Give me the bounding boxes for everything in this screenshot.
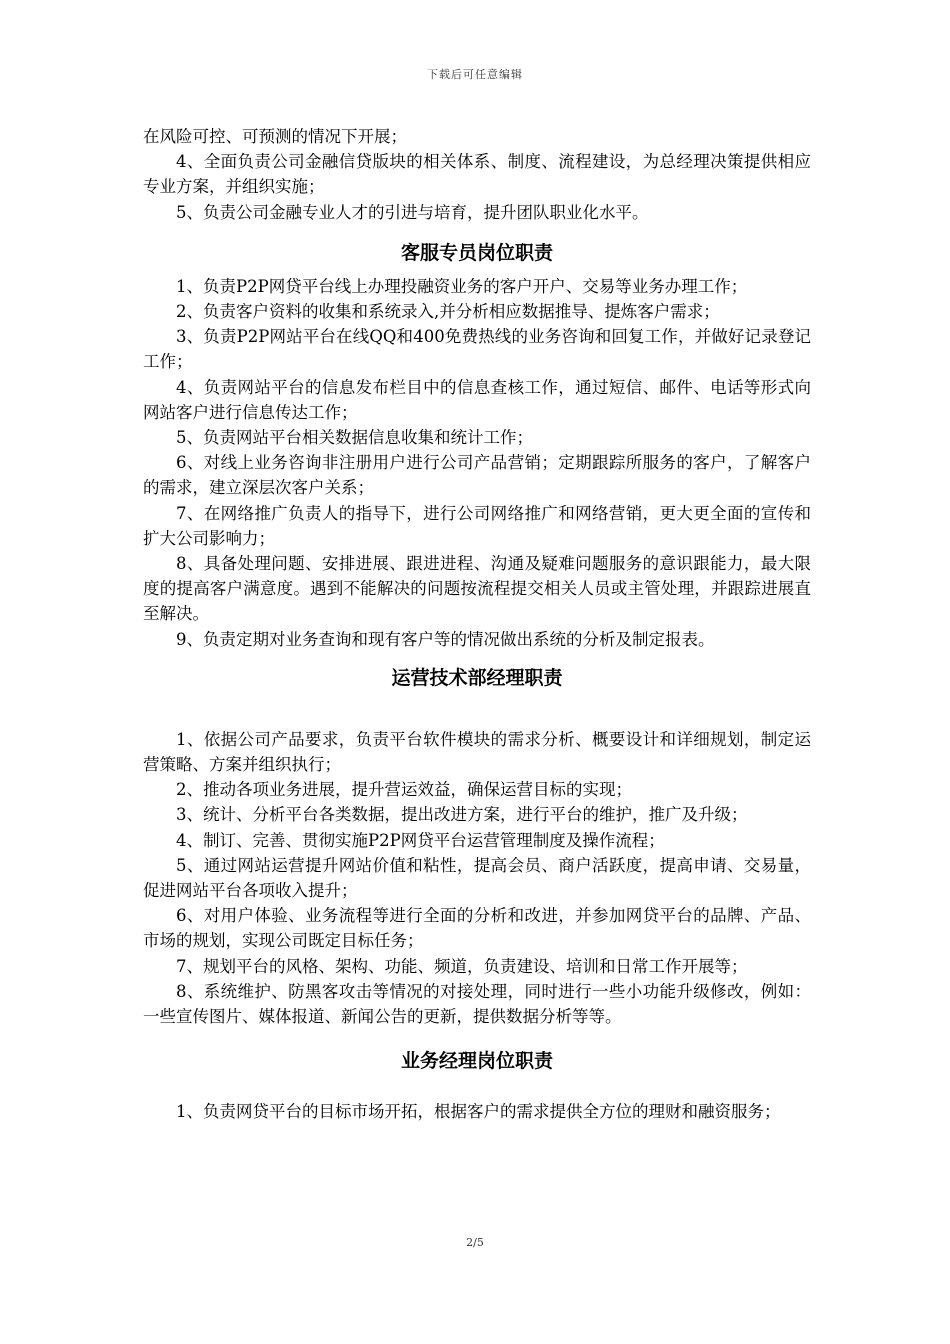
duty-item: 7、规划平台的风格、架构、功能、频道，负责建设、培训和日常工作开展等；	[176, 956, 748, 976]
section-heading-operations-tech: 运营技术部经理职责	[391, 666, 563, 689]
section-heading-business-manager: 业务经理岗位职责	[400, 1050, 553, 1073]
duty-item: 4、制订、完善、贯彻实施P2P网贷平台运营管理制度及操作流程；	[176, 830, 665, 850]
duty-item: 6、对用户体验、业务流程等进行全面的分析和改进，并参加网贷平台的品牌、产品、市场的规划，实现公司既定目标任务；	[143, 906, 811, 951]
duty-item: 4、负责网站平台的信息发布栏目中的信息查核工作，通过短信、邮件、电话等形式向网站客户进行信息传达工作；	[143, 377, 811, 422]
duty-item: 2、负责客户资料的收集和系统录入,并分析相应数据推导、提炼客户需求；	[176, 302, 720, 322]
duty-item: 8、系统维护、防黑客攻击等情况的对接处理，同时进行一些小功能升级修改，例如：一些宣传图片、媒体报道、新闻公告的更新，提供数据分析等等。	[143, 981, 811, 1027]
duty-item: 1、负责P2P网贷平台线上办理投融资业务的客户开户、交易等业务办理工作；	[176, 276, 748, 296]
intro-paragraph: 在风险可控、可预测的情况下开展；	[143, 127, 407, 146]
duty-item: 1、负责网贷平台的目标市场开拓，根据客户的需求提供全方位的理财和融资服务；	[176, 1102, 781, 1122]
intro-paragraph: 4、全面负责公司金融信贷版块的相关体系、制度、流程建设，为总经理决策提供相应专业方案，并组织实施；	[143, 152, 811, 197]
duty-item: 6、对线上业务咨询非注册用户进行公司产品营销；定期跟踪所服务的客户，了解客户的需求，建立深层次客户关系；	[143, 453, 811, 498]
duty-item: 8、具备处理问题、安排进展、跟进进程、沟通及疑难问题服务的意识跟能力，最大限度的提高客户满意度。遇到不能解决的问题按流程提交相关人员或主管处理，并跟踪进展直至解决。	[143, 554, 811, 624]
duty-item: 7、在网络推广负责人的指导下，进行公司网络推广和网络营销，更大更全面的宣传和扩大公司影响力；	[143, 503, 811, 548]
duty-item: 5、负责网站平台相关数据信息收集和统计工作；	[176, 428, 533, 448]
duty-item: 5、通过网站运营提升网站价值和粘性，提高会员、商户活跃度，提高申请、交易量，促进网站平台各项收入提升；	[143, 855, 811, 901]
section-heading-customer-service: 客服专员岗位职责	[400, 241, 553, 264]
intro-paragraph: 5、负责公司金融专业人才的引进与培育，提升团队职业化水平。	[176, 202, 649, 222]
duty-item: 9、负责定期对业务查询和现有客户等的情况做出系统的分析及制定报表。	[176, 629, 715, 649]
duty-item: 2、推动各项业务进展，提升营运效益，确保运营目标的实现；	[176, 780, 632, 800]
page-number: 2/5	[466, 1236, 484, 1249]
duty-item: 1、依据公司产品要求，负责平台软件模块的需求分析、概要设计和详细规划，制定运营策略、方案并组织执行；	[143, 729, 811, 775]
duty-item: 3、统计、分析平台各类数据，提出改进方案，进行平台的维护，推广及升级；	[176, 805, 748, 825]
page-header: 下载后可任意编辑	[427, 68, 523, 81]
duty-item: 3、负责P2P网站平台在线QQ和400免费热线的业务咨询和回复工作，并做好记录登记工作；	[143, 327, 811, 372]
document-body	[143, 124, 811, 1125]
